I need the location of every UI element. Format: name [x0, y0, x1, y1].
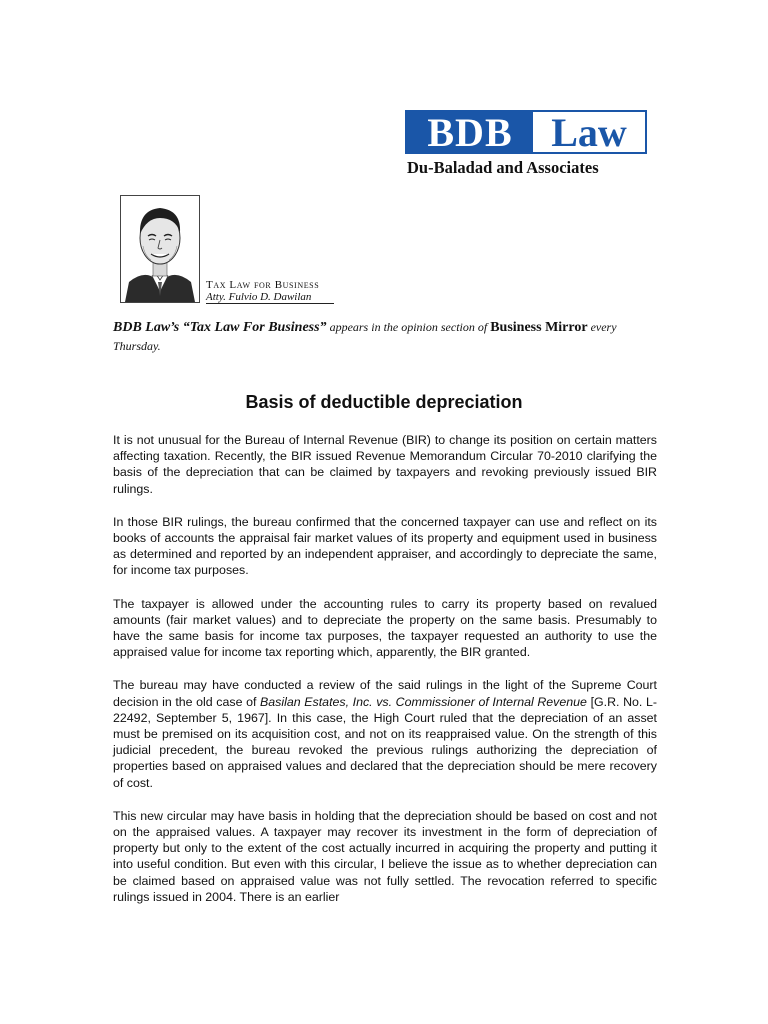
column-tag — [206, 279, 319, 303]
author-portrait — [120, 195, 200, 303]
case-citation: Basilan Estates, Inc. vs. Commissioner of Internal Revenue — [260, 694, 587, 709]
notice-newspaper: Business Mirror — [490, 320, 588, 335]
paragraph-5: This new circular may have basis in holding that the depreciation should be based on cost and not on the appraised values. A taxpayer may recover its investment in the form of depreciation of property but only to the extent of the cost actually incurred in acquiring the property and putting it into useful condition. But even with this circular, I believe the issue as to whether depreciation can be claimed based on appraised value was not fully settled. The revocation referred to specific rulings issued in 2004. There is an earlier — [113, 808, 657, 904]
logo-law-text: Law — [533, 112, 645, 152]
notice-text: appears in the opinion section of — [326, 320, 491, 334]
paragraph-2: In those BIR rulings, the bureau confirmed that the concerned taxpayer can use and reflect on its books of accounts the appraisal fair market values of its property and equipment used in business as determined and reported by an independent appraiser, and accordingly to depreciate the same, for income tax purposes. — [113, 514, 657, 578]
logo-subtitle: Du-Baladad and Associates — [407, 158, 599, 177]
author-sketch — [121, 196, 199, 302]
column-divider — [206, 303, 334, 304]
paragraph-4 — [113, 677, 657, 790]
paragraph-1: It is not unusual for the Bureau of Internal Revenue (BIR) to change its position on certain matters affecting taxation. Recently, the BIR issued Revenue Memorandum Circular 70-2010 clarifying the basis of the depreciation that can be claimed by taxpayers and revoking previously issued BIR rulings. — [113, 433, 657, 496]
paragraph-3: The taxpayer is allowed under the accounting rules to carry its property based on revalued amounts (fair market values) and to depreciate the property on the same basis. Presumably to have the same basis for income tax purposes, the taxpayer requested an authority to use the appraised value for income tax reporting which, apparently, the BIR granted. — [113, 596, 657, 660]
paragraph-4-rest: [G.R. No. L-22492, September 5, 1967]. In this case, the High Court ruled that the depreciation of an asset must be premised on its acquisition cost, and not on its reappraised value. On the strength of this judicial precedent, the bureau revoked the previous rulings authorizing the depreciation of properties based on appraised values and declared that the depreciation should be mere recovery of cost. — [113, 694, 657, 790]
notice-column-title: BDB Law’s “Tax Law For Business” — [113, 320, 327, 335]
column-author: Atty. Fulvio D. Dawilan — [206, 291, 312, 303]
column-name: Tax Law for Business — [206, 279, 320, 291]
logo-bdb-text: BDB — [407, 112, 533, 152]
bdb-law-logo — [405, 110, 647, 178]
publication-notice — [113, 318, 659, 355]
article-body — [113, 432, 657, 922]
paragraph-4-lead: The bureau may have conducted a review of the said rulings in the light of the Supreme Court decision in the old case of — [113, 678, 657, 709]
logo-box — [405, 110, 647, 154]
notice-text-end: every Thursday. — [113, 320, 617, 353]
article-title: Basis of deductible depreciation — [245, 392, 523, 412]
